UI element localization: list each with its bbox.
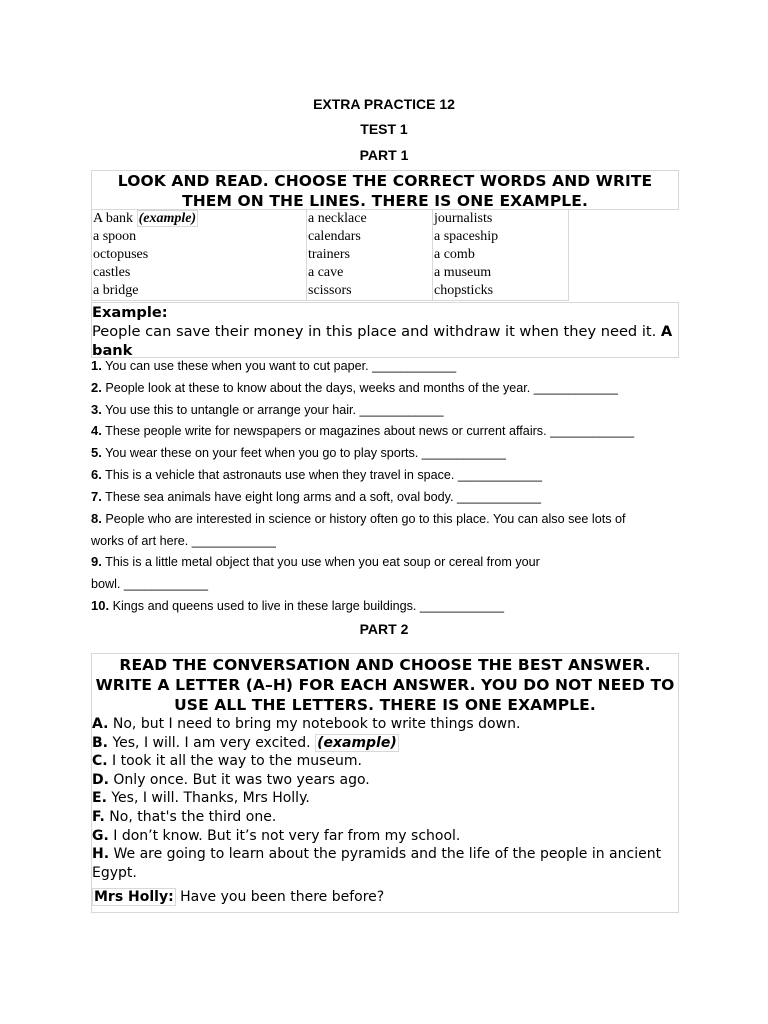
dialogue-line — [92, 888, 678, 907]
question-text: Kings and queens used to live in these large buildings. ____________ — [112, 598, 504, 613]
question-number: 7. — [91, 488, 102, 504]
question-text: People who are interested in science or history often go to this place. You can also see lots of — [105, 511, 626, 526]
word-bank-cell — [433, 246, 569, 264]
word-bank-word: a necklace — [308, 211, 367, 226]
word-bank-row — [92, 246, 569, 264]
question-number: 10. — [91, 597, 110, 613]
question-item — [91, 551, 540, 595]
option-letter: E. — [92, 790, 107, 807]
dialogue-speaker: Mrs Holly: — [94, 889, 174, 906]
word-bank-row — [92, 210, 569, 228]
question-text: These sea animals have eight long arms and a soft, oval body. ____________ — [105, 489, 542, 504]
word-bank-word: castles — [93, 265, 131, 280]
word-bank-cell — [433, 282, 569, 301]
word-bank-word: journalists — [434, 211, 493, 226]
answer-options — [92, 715, 678, 882]
question-text: People look at these to know about the days, weeks and months of the year. ____________ — [105, 380, 618, 395]
option-letter: H. — [92, 846, 110, 863]
example-answer: A bank — [92, 323, 673, 359]
answer-option — [92, 845, 678, 882]
word-bank-word: a comb — [434, 247, 475, 262]
question-text: These people write for newspapers or magazines about news or current affairs. ____________ — [105, 424, 635, 439]
word-bank-word: calendars — [308, 229, 361, 244]
question-number: 6. — [91, 467, 102, 482]
question-item — [91, 442, 506, 464]
word-bank-word: a bridge — [93, 283, 139, 298]
word-bank-cell — [92, 228, 307, 246]
question-text: You use this to untangle or arrange your hair. ____________ — [105, 402, 444, 417]
question-number: 3. — [91, 401, 102, 417]
word-bank-word: a museum — [434, 265, 492, 280]
word-bank-cell — [92, 264, 307, 282]
answer-option — [92, 808, 678, 827]
word-bank-word: a spaceship — [434, 229, 499, 244]
option-letter: C. — [92, 753, 108, 770]
dialogue-text: Have you been there before? — [180, 889, 385, 906]
word-bank-cell — [307, 282, 433, 301]
word-bank-word: A bank — [93, 211, 134, 226]
word-bank-cell — [307, 246, 433, 264]
part2-heading: PART 2 — [359, 621, 409, 637]
question-text: You wear these on your feet when you go to play sports. ____________ — [105, 446, 506, 461]
question-text: This is a vehicle that astronauts use when they travel in space. ____________ — [105, 468, 542, 482]
question-number: 4. — [91, 423, 102, 439]
word-bank-word: a spoon — [93, 229, 137, 244]
word-bank-cell — [307, 210, 433, 228]
word-bank-cell — [92, 210, 307, 228]
answer-option — [92, 734, 678, 753]
question-number: 8. — [91, 510, 102, 526]
option-letter: D. — [92, 771, 109, 788]
option-text: Yes, I will. I am very excited. — [112, 734, 311, 751]
question-item — [91, 355, 456, 377]
question-item — [91, 595, 504, 617]
question-text: You can use these when you want to cut paper. ____________ — [105, 359, 457, 373]
word-bank-table — [91, 210, 569, 301]
word-bank-word: trainers — [308, 247, 350, 262]
answer-option — [92, 827, 678, 846]
word-bank-row — [92, 282, 569, 301]
example-tag: (example) — [138, 211, 197, 226]
question-number: 2. — [91, 379, 102, 395]
word-bank-word: scissors — [308, 283, 352, 298]
question-item — [91, 420, 634, 442]
test-heading: TEST 1 — [360, 121, 408, 137]
word-bank-cell — [307, 264, 433, 282]
word-bank-word: a cave — [308, 265, 344, 280]
option-letter: B. — [92, 734, 108, 751]
word-bank-row — [92, 228, 569, 246]
option-text: No, but I need to bring my notebook to write things down. — [112, 716, 521, 732]
option-text: I don’t know. But it’s not very far from my school. — [113, 827, 461, 844]
example-box — [91, 302, 679, 358]
part1-instruction: LOOK AND READ. CHOOSE THE CORRECT WORDS AND WRITE THEM ON THE LINES. THERE IS ONE EXAMPLE. — [91, 170, 679, 210]
word-bank-cell — [433, 210, 569, 228]
example-tag: (example) — [317, 734, 397, 751]
question-text-continued: works of art here. ____________ — [91, 533, 276, 548]
word-bank-word: chopsticks — [434, 283, 494, 298]
word-bank-cell — [307, 228, 433, 246]
option-letter: F. — [92, 808, 105, 825]
word-bank-row — [92, 264, 569, 282]
word-bank-cell — [92, 282, 307, 301]
part2-box — [91, 653, 679, 913]
question-item — [91, 464, 542, 486]
question-item — [91, 486, 541, 508]
question-text-continued: bowl. ____________ — [91, 577, 208, 592]
option-text: I took it all the way to the museum. — [112, 753, 362, 770]
example-text: People can save their money in this place and withdraw it when they need it. — [92, 323, 657, 340]
question-item — [91, 508, 626, 552]
word-bank-cell — [433, 264, 569, 282]
question-number: 1. — [91, 358, 102, 373]
example-label: Example: — [92, 304, 168, 321]
word-bank-cell — [92, 246, 307, 264]
option-letter: G. — [92, 827, 109, 844]
question-item — [91, 399, 444, 421]
option-text: No, that's the third one. — [109, 808, 277, 825]
worksheet-title: EXTRA PRACTICE 12 — [313, 96, 455, 112]
option-letter: A. — [92, 716, 109, 732]
question-number: 5. — [91, 445, 102, 461]
question-number: 9. — [91, 554, 102, 570]
answer-option — [92, 752, 678, 771]
answer-option — [92, 771, 678, 790]
answer-option — [92, 715, 678, 734]
word-bank-word: octopuses — [93, 247, 149, 262]
part2-instruction: READ THE CONVERSATION AND CHOOSE THE BEST ANSWER. WRITE A LETTER (A–H) FOR EACH ANSWER. YOU DO NOT NEED TO USE ALL THE LETTERS. THERE IS ONE EXAMPLE. — [95, 656, 675, 714]
option-text: We are going to learn about the pyramids and the life of the people in ancient Egypt. — [92, 846, 662, 881]
word-bank-cell — [433, 228, 569, 246]
part1-heading: PART 1 — [359, 147, 409, 163]
question-text: This is a little metal object that you use when you eat soup or cereal from your — [105, 555, 540, 570]
question-item — [91, 377, 618, 399]
option-text: Yes, I will. Thanks, Mrs Holly. — [111, 790, 310, 807]
option-text: Only once. But it was two years ago. — [113, 771, 370, 788]
answer-option — [92, 789, 678, 808]
